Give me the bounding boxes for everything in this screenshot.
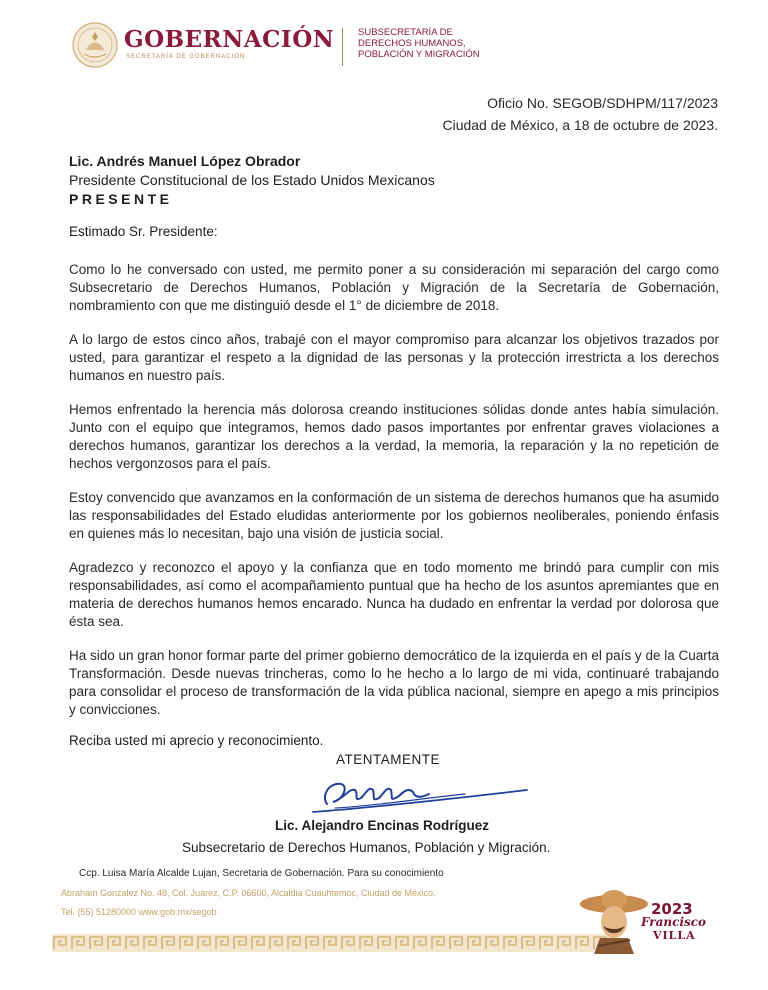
letter-body	[69, 261, 719, 735]
addressee-name: Lic. Andrés Manuel López Obrador	[69, 153, 301, 169]
subsecretaria-line: POBLACIÓN Y MIGRACIÓN	[358, 49, 480, 60]
body-paragraph: Hemos enfrentado la herencia más dolorosa creando instituciones sólidas donde antes había simulación. Junto con el equipo que integramos, hemos dado pasos importantes por enfrentar graves violaciones a derechos humanos, garantizar los derechos a la verdad, la memoria, la reparación y la no repetición de hechos vergonzosos para el país.	[69, 402, 719, 471]
body-paragraph: A lo largo de estos cinco años, trabajé con el mayor compromiso para alcanzar los objetivos trazados por usted, para garantizar el respeto a la dignidad de las personas y la protección irrestricta a los derechos humanos en nuestro país.	[69, 332, 719, 383]
body-paragraph: Agradezco y reconozco el apoyo y la confianza que en todo momento me brindó para cumplir con mis responsabilidades, así como el acompañamiento puntual que ha hecho de los asuntos apremiantes que en materia de derechos humanos hemos encarado. Nunca ha dudado en enfrentar la verdad por dolorosa que ésta sea.	[69, 560, 719, 629]
brand-subtitle: SECRETARÍA DE GOBERNACIÓN	[126, 54, 246, 60]
addressee-title: Presidente Constitucional de los Estado Unidos Mexicanos	[69, 172, 435, 188]
letterhead	[72, 20, 532, 76]
atentamente-label: ATENTAMENTE	[336, 752, 441, 767]
body-paragraph: Como lo he conversado con usted, me permito poner a su consideración mi separación del cargo como Subsecretario de Derechos Humanos, Población y Migración de la Secretaría de Gobernación, nombramiento con que me distinguió desde el 1° de diciembre de 2018.	[69, 262, 719, 313]
body-paragraph: Ha sido un gran honor formar parte del primer gobierno democrático de la izquierda en el país y de la Cuarta Transformación. Desde nuevas trincheras, como lo he hecho a lo largo de mi vida, continuaré trabajando para consolidar el proceso de transformación de la vida pública nacional, siempre en apego a mis principios y convicciones.	[69, 648, 719, 717]
header-divider	[342, 28, 343, 66]
closing-line: Reciba usted mi aprecio y reconocimiento.	[69, 733, 324, 748]
addressee-block	[69, 152, 435, 209]
decorative-border-strip	[52, 934, 612, 952]
place-date: Ciudad de México, a 18 de octubre de 2023.	[442, 117, 718, 133]
oficio-block	[442, 92, 718, 136]
subsecretaria-line: SUBSECRETARÍA DE	[358, 27, 453, 38]
presente-label: PRESENTE	[69, 191, 173, 207]
subsecretaria-line: DERECHOS HUMANOS,	[358, 38, 466, 49]
handwritten-signature	[305, 768, 535, 820]
signer-title: Subsecretario de Derechos Humanos, Población y Migración.	[182, 840, 551, 855]
oficio-number: Oficio No. SEGOB/SDHPM/117/2023	[487, 95, 718, 111]
villa-year: 2023	[651, 900, 693, 918]
villa-first-name: Francisco	[641, 915, 707, 929]
brand-name: GOBERNACIÓN	[124, 26, 335, 53]
ccp-line: Ccp. Luisa María Alcalde Lujan, Secretaria de Gobernación. Para su conocimiento	[79, 868, 444, 879]
footer-contact: Tel. (55) 51280000 www.gob.mx/segob	[61, 907, 217, 917]
body-paragraph: Estoy convencido que avanzamos en la conformación de un sistema de derechos humanos que ha asumido las responsabilidades del Estado eludidas anteriormente por los gobiernos neoliberales, poniendo énfasis en quienes más lo necesitan, bajo una visión de justicia social.	[69, 490, 719, 541]
signer-name: Lic. Alejandro Encinas Rodríguez	[275, 818, 490, 833]
footer-address: Abraham Gonzalez No. 48, Col. Juarez, C.P. 06600, Alcaldia Cuauhtemoc, Ciudad de México.	[61, 888, 436, 898]
subsecretaria-name	[358, 27, 528, 60]
national-seal-icon	[72, 22, 118, 68]
villa-last-name: VILLA	[653, 929, 696, 942]
salutation: Estimado Sr. Presidente:	[69, 224, 218, 239]
